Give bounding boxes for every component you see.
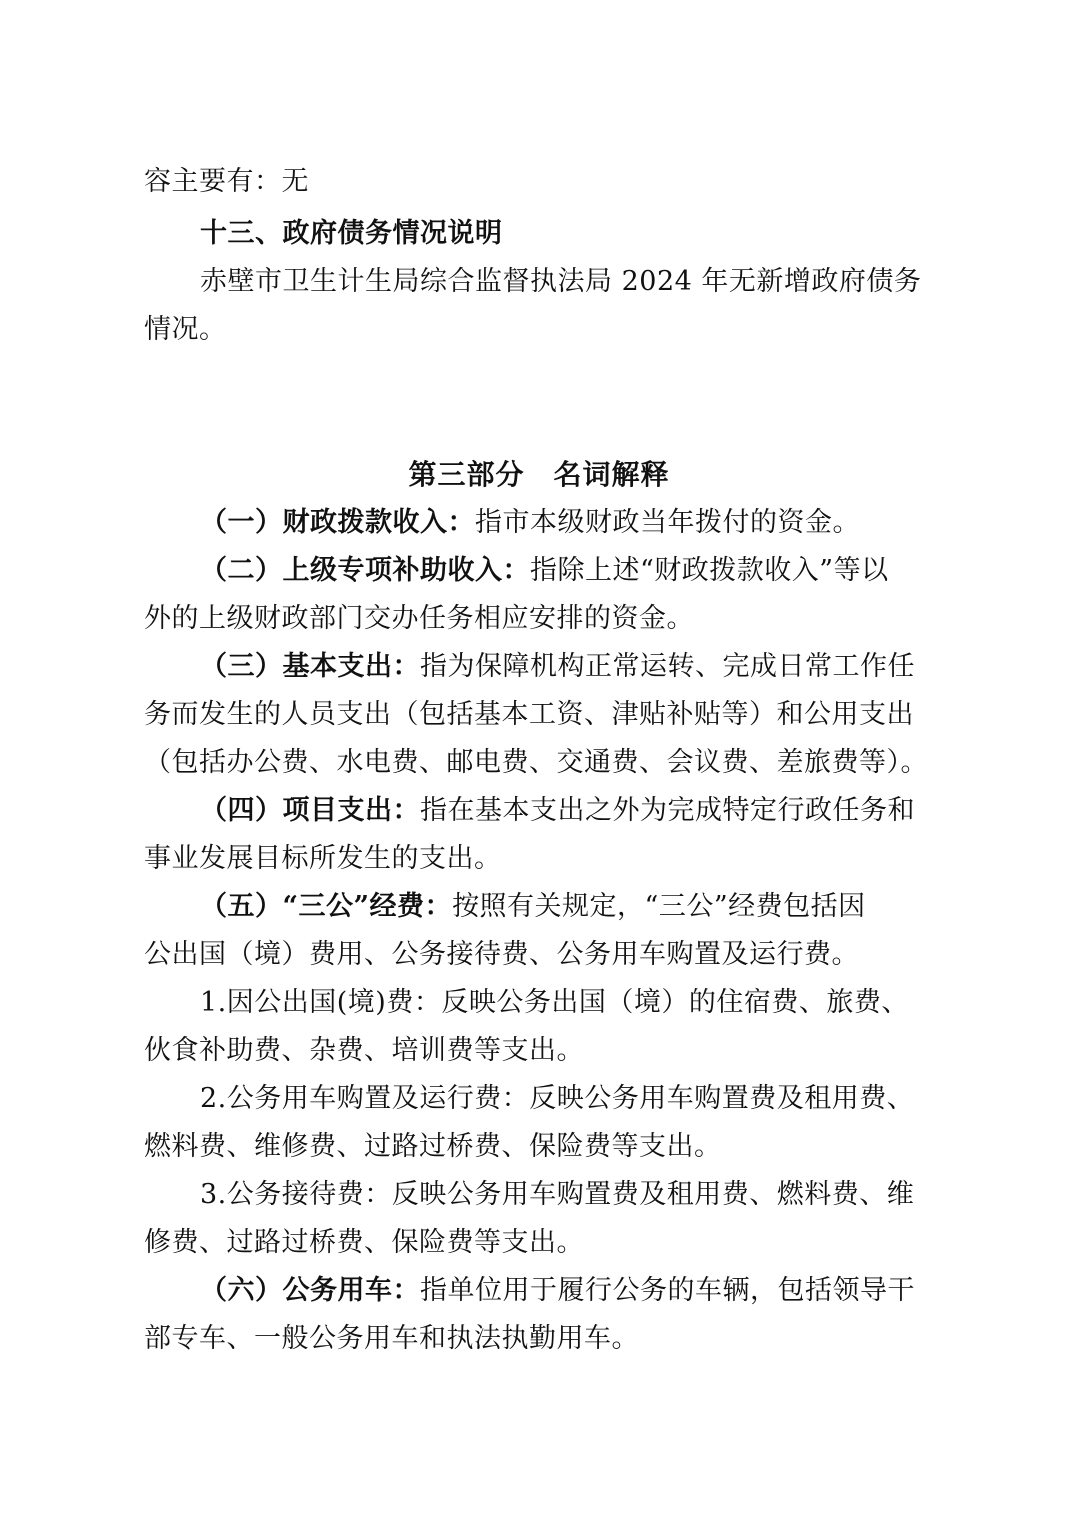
- definition-text-line: 外的上级财政部门交办任务相应安排的资金。: [144, 603, 694, 634]
- definition-term: （二）上级专项补助收入：: [200, 555, 530, 586]
- definition-text-line: 事业发展目标所发生的支出。: [144, 843, 502, 874]
- definition-item: [144, 883, 934, 931]
- sub-item-line: 燃料费、维修费、过路过桥费、保险费等支出。: [144, 1131, 722, 1162]
- definition-item: [144, 787, 934, 835]
- definition-text: 指在基本支出之外为完成特定行政任务和: [420, 795, 915, 826]
- document-page: [144, 158, 934, 1363]
- sub-item-line: 2.公务用车购置及运行费：反映公务用车购置费及租用费、: [200, 1083, 915, 1114]
- definition-item: [144, 547, 934, 595]
- definition-term: （一）财政拨款收入：: [200, 507, 475, 538]
- sub-item-line: 伙食补助费、杂费、培训费等支出。: [144, 1035, 584, 1066]
- sub-item-line: 3.公务接待费：反映公务用车购置费及租用费、燃料费、维: [200, 1179, 915, 1210]
- definition-text: 指市本级财政当年拨付的资金。: [475, 507, 860, 538]
- definition-text: 指除上述“财政拨款收入”等以: [530, 555, 889, 586]
- section13-paragraph-line: 赤壁市卫生计生局综合监督执法局 2024 年无新增政府债务: [200, 266, 922, 297]
- definition-text-line: 部专车、一般公务用车和执法执勤用车。: [144, 1323, 639, 1354]
- definition-text: 按照有关规定，“三公”经费包括因: [452, 891, 866, 922]
- part3-title: 第三部分 名词解释: [408, 458, 670, 491]
- definition-item: [144, 499, 934, 547]
- section13-paragraph-line: 情况。: [144, 314, 227, 345]
- section-heading-13: 十三、政府债务情况说明: [200, 218, 503, 249]
- definition-text: 指为保障机构正常运转、完成日常工作任: [420, 651, 915, 682]
- definition-term: （五）“三公”经费：: [200, 891, 453, 922]
- definition-item: [144, 643, 934, 691]
- definition-term: （六）公务用车：: [200, 1275, 420, 1306]
- definition-term: （四）项目支出：: [200, 795, 420, 826]
- definition-text: 指单位用于履行公务的车辆，包括领导干: [420, 1275, 915, 1306]
- sub-item-line: 修费、过路过桥费、保险费等支出。: [144, 1227, 584, 1258]
- definition-item: [144, 1267, 934, 1315]
- definition-text-line: 公出国（境）费用、公务接待费、公务用车购置及运行费。: [144, 939, 859, 970]
- definition-term: （三）基本支出：: [200, 651, 420, 682]
- definition-text-line: 务而发生的人员支出（包括基本工资、津贴补贴等）和公用支出: [144, 699, 914, 730]
- definition-text-line: （包括办公费、水电费、邮电费、交通费、会议费、差旅费等）。: [144, 747, 928, 778]
- intro-line: 容主要有：无: [144, 166, 309, 197]
- sub-item-line: 1.因公出国(境)费：反映公务出国（境）的住宿费、旅费、: [200, 987, 909, 1018]
